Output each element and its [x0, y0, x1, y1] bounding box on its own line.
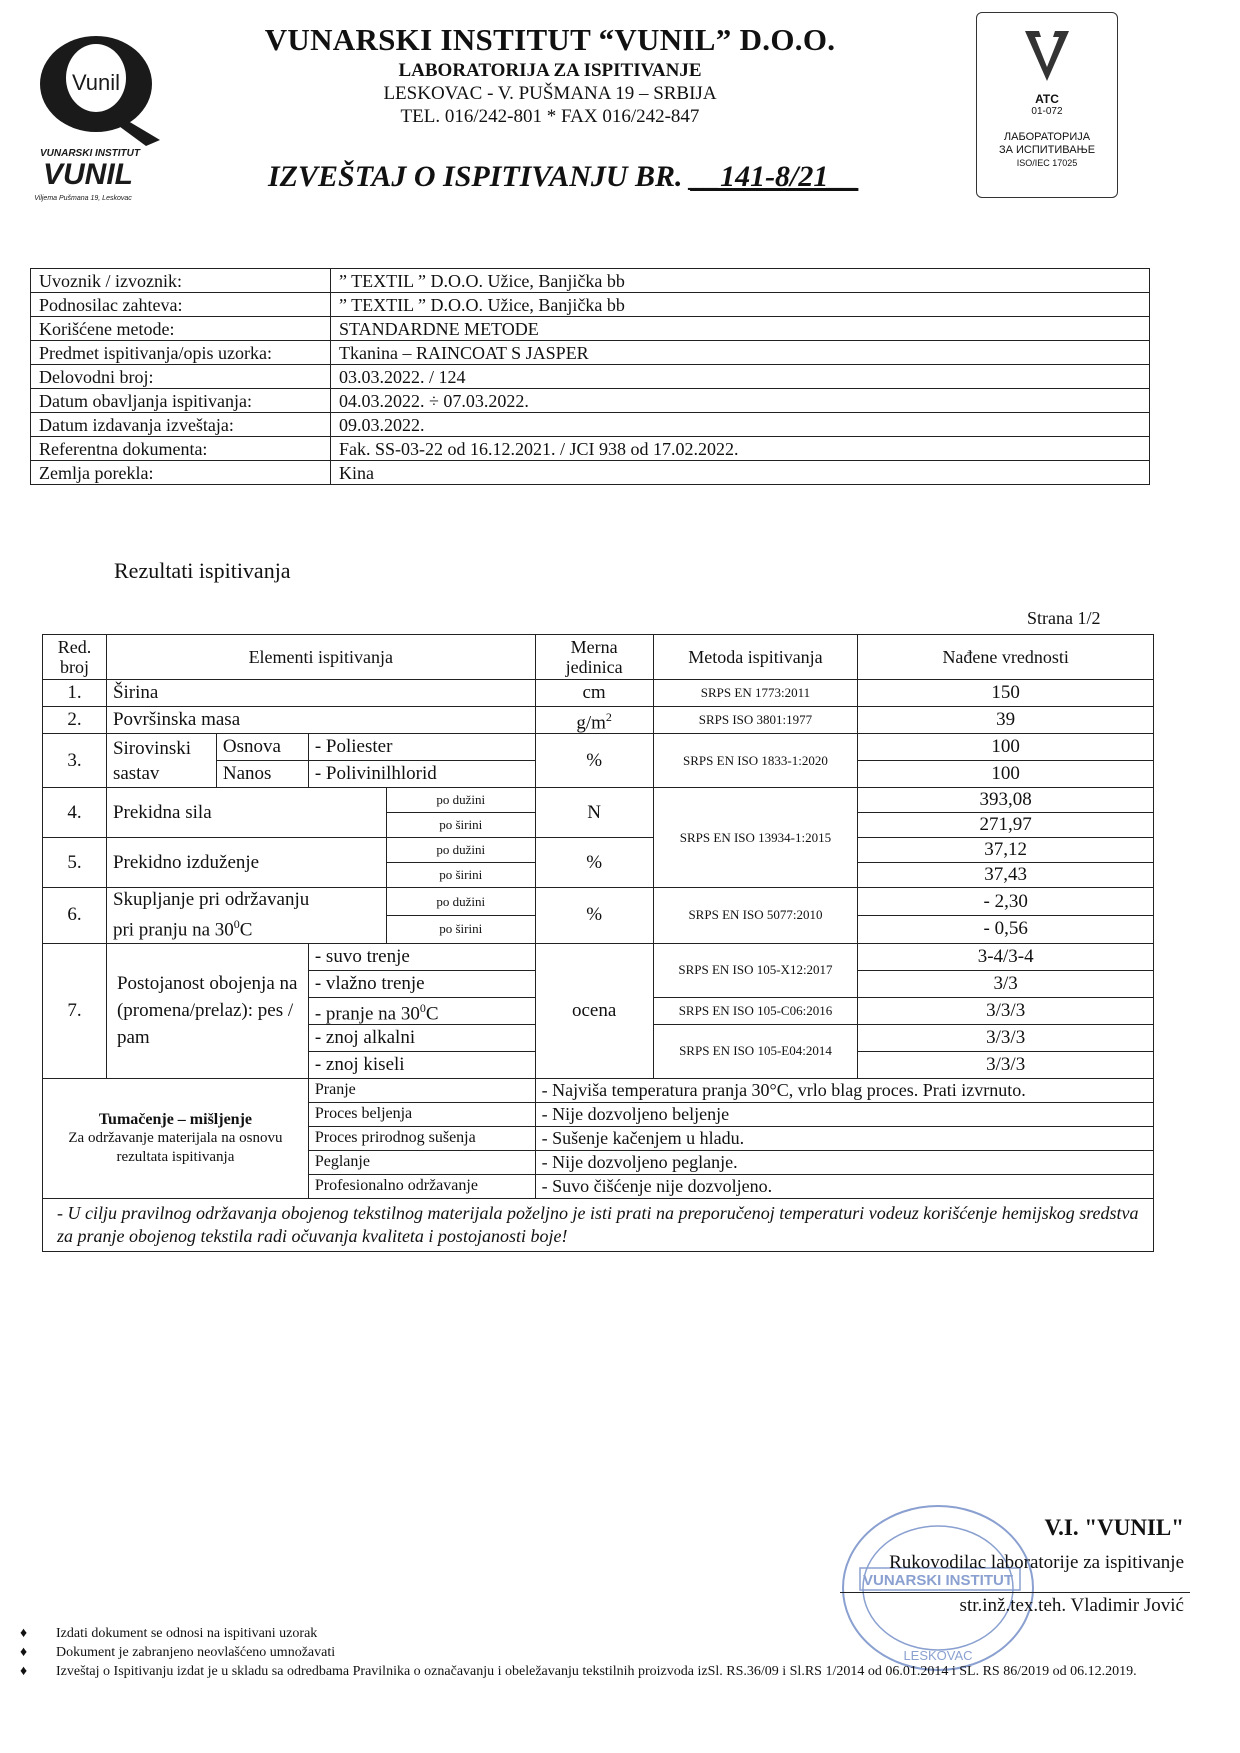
table-row: 4. Prekidna sila po dužini N SRPS EN ISO 13934-1:2015 393,08	[43, 788, 1154, 813]
atc-code: ATC	[1035, 92, 1059, 106]
atc-logo-icon	[1017, 25, 1077, 87]
page-number: Strana 1/2	[1027, 608, 1101, 628]
info-row	[31, 269, 1150, 293]
svg-text:VUNARSKI INSTITUT: VUNARSKI INSTITUT	[863, 1572, 1013, 1589]
table-row: 6. Skupljanje pri održavanju pri pranju na $30^0C$ po dužini % SRPS EN ISO 5077:2010 - 2,30	[43, 888, 1154, 916]
report-number: __141-8/21__	[690, 160, 859, 193]
table-row: po širini - 0,56	[43, 915, 1154, 943]
raw-material-label: Sirovinski sastav	[106, 734, 216, 788]
info-key: Predmet ispitivanja/opis uzorka:	[31, 341, 331, 365]
bullet-icon: ♦	[20, 1645, 28, 1660]
contact: TEL. 016/242-801 * FAX 016/242-847	[400, 106, 700, 127]
table-row: 3. Sirovinski sastav Osnova - Poliester % SRPS EN ISO 1833-1:2020 100	[43, 734, 1154, 761]
care-row: Profesionalno održavanje - Suvo čišćenje nije dozvoljeno.	[43, 1174, 1154, 1198]
lab-name: LABORATORIJA ZA ISPITIVANJE	[398, 60, 702, 81]
svg-text:LESKOVAC: LESKOVAC	[903, 1648, 973, 1663]
header-method: Metoda ispitivanja	[653, 635, 858, 680]
footnote-item: ♦ Dokument je zabranjeno neovlašćeno umnožavati	[20, 1645, 336, 1660]
signature-org: V.I. "VUNIL"	[1044, 1515, 1184, 1540]
signature-line	[840, 1592, 1190, 1593]
info-value: 09.03.2022.	[331, 413, 1150, 437]
unit-gm2: $g/m^2$	[535, 707, 653, 734]
svg-text:Vunil: Vunil	[71, 70, 121, 95]
svg-text:VUNIL: VUNIL	[43, 158, 133, 191]
info-key: Podnosilac zahteva:	[31, 293, 331, 317]
info-value: Kina	[331, 461, 1150, 485]
wash-30c: - pranje na $30^0C$	[308, 997, 535, 1024]
table-row: 7. Postojanost obojenja na (promena/prelaz): pes / pam - suvo trenje ocena SRPS EN ISO 105-X12:2017 3-4/3-4	[43, 943, 1154, 970]
svg-text:VUNARSKI INSTITUT: VUNARSKI INSTITUT	[40, 148, 140, 159]
svg-text:Viljema Pušmana 19, Leskovac: Viljema Pušmana 19, Leskovac	[34, 195, 132, 202]
atc-number: 01-072	[1031, 106, 1063, 117]
info-row	[31, 413, 1150, 437]
table-row: po širini 37,43	[43, 863, 1154, 888]
results-title: Rezultati ispitivanja	[114, 558, 291, 583]
info-key: Referentna dokumenta:	[31, 437, 331, 461]
vunil-logo	[28, 22, 168, 202]
report-title-prefix: IZVEŠTAJ O ISPITIVANJU BR.	[268, 160, 683, 193]
signature-role: Rukovodilac laboratorije za ispitivanje	[889, 1552, 1184, 1573]
table-row: po širini 271,97	[43, 813, 1154, 838]
info-row	[31, 293, 1150, 317]
care-row: Proces beljenja - Nije dozvoljeno beljenje	[43, 1102, 1154, 1126]
note-row	[43, 1198, 1154, 1251]
institute-name: VUNARSKI INSTITUT “VUNIL” D.O.O.	[264, 22, 836, 57]
info-key: Delovodni broj:	[31, 365, 331, 389]
info-value: Tkanina – RAINCOAT S JASPER	[331, 341, 1150, 365]
info-row	[31, 317, 1150, 341]
info-row	[31, 341, 1150, 365]
colorfastness-label: Postojanost obojenja na (promena/prelaz): pes / pam	[106, 943, 308, 1078]
info-value: ” TEXTIL ” D.O.O. Užice, Banjička bb	[331, 293, 1150, 317]
info-table	[30, 268, 1150, 485]
info-value: Fak. SS-03-22 od 16.12.2021. / JCI 938 od 17.02.2022.	[331, 437, 1150, 461]
address: LESKOVAC - V. PUŠMANA 19 – SRBIJA	[383, 83, 717, 104]
bullet-icon: ♦	[20, 1626, 28, 1641]
atc-accreditation-badge	[976, 12, 1118, 198]
interpretation-cell: Tumačenje – mišljenje Za održavanje materijala na osnovu rezultata ispitivanja	[43, 1078, 309, 1198]
table-row: - vlažno trenje 3/3	[43, 970, 1154, 997]
table-row: - znoj alkalni SRPS EN ISO 105-E04:2014 3/3/3	[43, 1024, 1154, 1051]
info-value: ” TEXTIL ” D.O.O. Užice, Banjička bb	[331, 269, 1150, 293]
report-title	[268, 160, 858, 194]
atc-lab: ЛАБОРАТОРИЈА ЗА ИСПИТИВАЊЕ ISO/IEC 17025	[998, 131, 1096, 168]
table-row: - pranje na $30^0C$ SRPS EN ISO 105-C06:2016 3/3/3	[43, 997, 1154, 1024]
shrinkage-label: Skupljanje pri održavanju pri pranju na $30^0C$	[106, 888, 386, 943]
bullet-icon: ♦	[20, 1664, 28, 1679]
info-row	[31, 461, 1150, 485]
header-elements: Elementi ispitivanja	[106, 635, 535, 680]
care-row: Tumačenje – mišljenje Za održavanje materijala na osnovu rezultata ispitivanja Pranje - Najviša temperatura pranja 30°C, vrlo blag proces. Prati izvrnuto.	[43, 1078, 1154, 1102]
header-red-broj: Red. broj	[43, 635, 107, 680]
info-row	[31, 365, 1150, 389]
care-note: - U cilju pravilnog održavanja obojenog tekstilnog materijala poželjno je isti prati na preporučenoj temperaturi vodeuz korišćenje hemijskog sredstva za pranje obojenog tekstila radi očuvanja kvaliteta i postojanosti boje!	[43, 1198, 1154, 1251]
signature-name: str.inž.tex.teh. Vladimir Jović	[959, 1595, 1184, 1616]
info-value: 04.03.2022. ÷ 07.03.2022.	[331, 389, 1150, 413]
info-value: STANDARDNE METODE	[331, 317, 1150, 341]
results-table	[42, 634, 1154, 1252]
info-key: Datum izdavanja izveštaja:	[31, 413, 331, 437]
footnotes	[20, 1624, 1230, 1681]
info-key: Uvoznik / izvoznik:	[31, 269, 331, 293]
table-row: 5. Prekidno izduženje po dužini % 37,12	[43, 838, 1154, 863]
info-key: Zemlja porekla:	[31, 461, 331, 485]
care-row: Proces prirodnog sušenja - Sušenje kačenjem u hladu.	[43, 1126, 1154, 1150]
header-unit: Merna jedinica	[535, 635, 653, 680]
table-header-row	[43, 635, 1154, 680]
table-row: 1. Širina cm SRPS EN 1773:2011 150	[43, 680, 1154, 707]
info-key: Datum obavljanja ispitivanja:	[31, 389, 331, 413]
institute-header	[250, 22, 850, 128]
care-row: Peglanje - Nije dozvoljeno peglanje.	[43, 1150, 1154, 1174]
table-row: 2. Površinska masa $g/m^2$ SRPS ISO 3801:1977 39	[43, 707, 1154, 734]
table-row: Nanos - Polivinilhlorid 100	[43, 761, 1154, 788]
table-row: - znoj kiseli 3/3/3	[43, 1051, 1154, 1078]
info-row	[31, 389, 1150, 413]
header-value: Nađene vrednosti	[858, 635, 1154, 680]
footnote-item: ♦ Izdati dokument se odnosi na ispitivani uzorak	[20, 1626, 318, 1641]
footnote-item: ♦ Izveštaj o Ispitivanju izdat je u skladu sa odredbama Pravilnika o označavanju i obeležavanju tekstilnih proizvoda izSl. RS.36/09 i Sl.RS 1/2014 od 06.01.2014 i SL. RS 86/2019 od 06.12.2019.	[20, 1664, 1137, 1679]
info-row	[31, 437, 1150, 461]
info-value: 03.03.2022. / 124	[331, 365, 1150, 389]
info-key: Korišćene metode:	[31, 317, 331, 341]
